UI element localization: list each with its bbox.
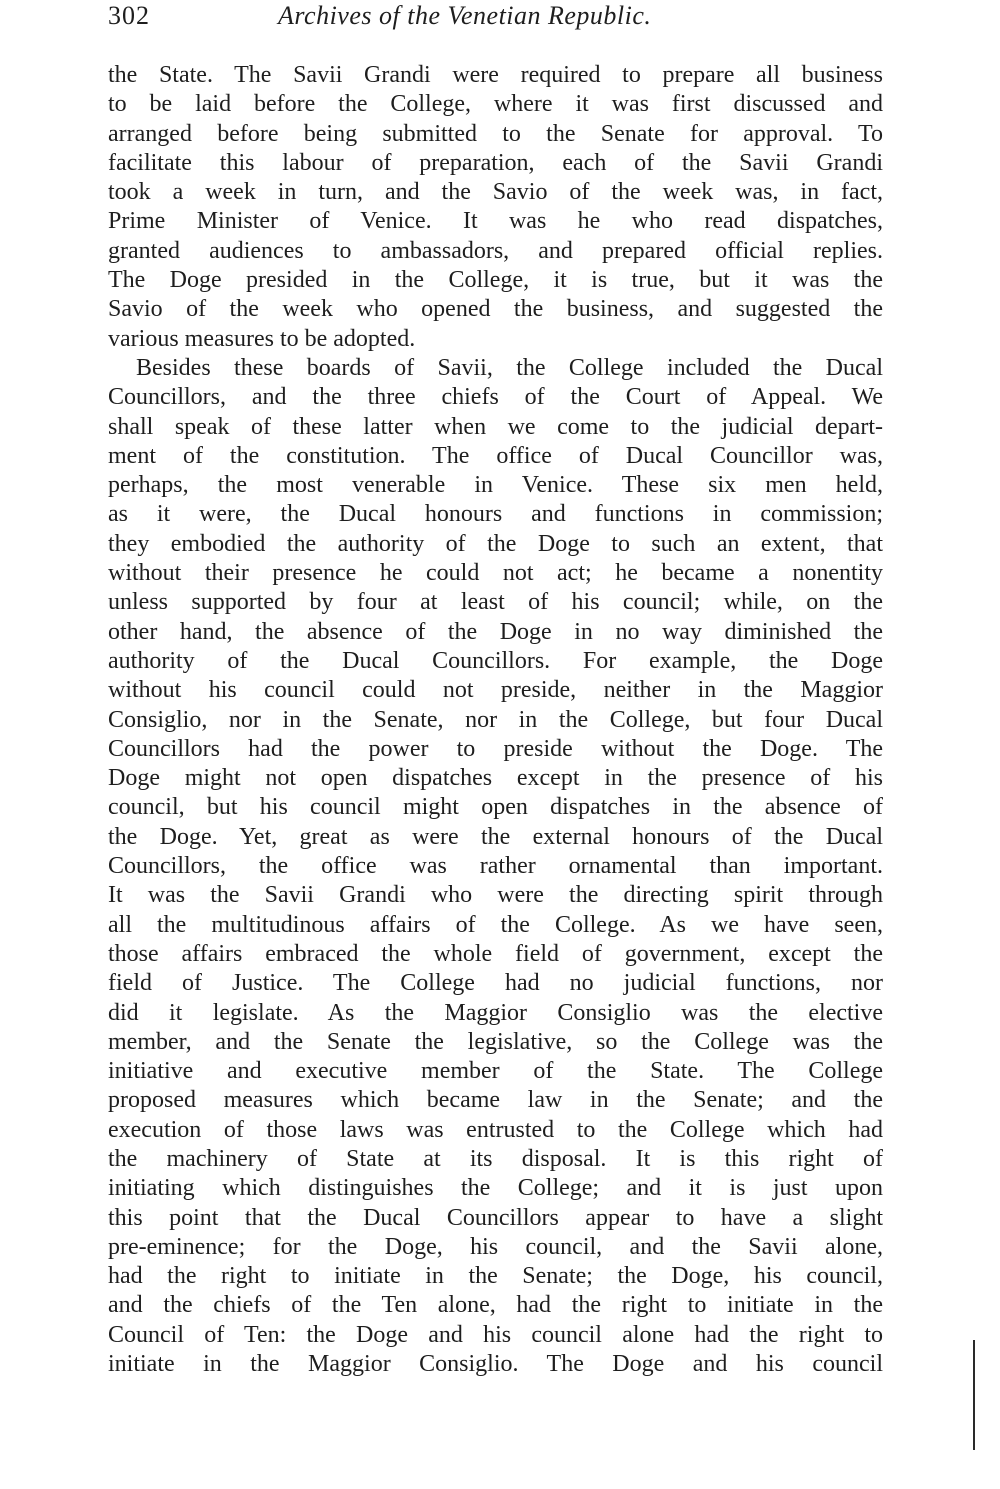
text-line: Councillors had the power to preside without the Doge. The	[108, 735, 883, 762]
page-number: 302	[108, 1, 150, 30]
text-line: this point that the Ducal Councillors appear to have a slight	[108, 1204, 883, 1231]
text-line: to be laid before the College, where it was first discussed and	[108, 91, 883, 118]
body-text	[108, 61, 883, 1379]
paragraph	[108, 61, 883, 354]
text-line: field of Justice. The College had no judicial functions, nor	[108, 970, 883, 997]
text-line: Councillors, and the three chiefs of the Court of Appeal. We	[108, 384, 883, 411]
text-line: perhaps, the most venerable in Venice. These six men held,	[108, 472, 883, 499]
text-line: shall speak of these latter when we come to the judicial depart-	[108, 413, 883, 440]
text-line: execution of those laws was entrusted to the College which had	[108, 1116, 883, 1143]
text-line: Doge might not open dispatches except in the presence of his	[108, 765, 883, 792]
text-line: Savio of the week who opened the business, and suggested the	[108, 296, 883, 323]
margin-rule	[973, 1340, 975, 1450]
text-line: various measures to be adopted.	[108, 325, 416, 352]
text-line: those affairs embraced the whole field of government, except the	[108, 940, 883, 967]
text-line: authority of the Ducal Councillors. For example, the Doge	[108, 647, 883, 674]
text-line: Consiglio, nor in the Senate, nor in the College, but four Ducal	[108, 706, 883, 733]
text-line: had the right to initiate in the Senate; the Doge, his council,	[108, 1263, 883, 1290]
text-line: ment of the constitution. The office of Ducal Councillor was,	[108, 442, 883, 469]
running-title: Archives of the Venetian Republic.	[278, 1, 652, 30]
text-line: without his council could not preside, neither in the Maggior	[108, 677, 883, 704]
text-line: initiative and executive member of the State. The College	[108, 1058, 883, 1085]
text-line: Prime Minister of Venice. It was he who read dispatches,	[108, 208, 883, 235]
text-line: initiating which distinguishes the College; and it is just upon	[108, 1175, 883, 1202]
text-line: pre-eminence; for the Doge, his council, and the Savii alone,	[108, 1233, 883, 1260]
text-line: council, but his council might open dispatches in the absence of	[108, 794, 883, 821]
text-line: all the multitudinous affairs of the College. As we have seen,	[108, 911, 883, 938]
text-line: unless supported by four at least of his council; while, on the	[108, 589, 883, 616]
text-line: they embodied the authority of the Doge to such an extent, that	[108, 530, 883, 557]
text-line: initiate in the Maggior Consiglio. The Doge and his council	[108, 1351, 883, 1378]
text-line: the Doge. Yet, great as were the external honours of the Ducal	[108, 823, 883, 850]
text-line: The Doge presided in the College, it is true, but it was the	[108, 267, 883, 294]
text-line: without their presence he could not act; he became a nonentity	[108, 560, 883, 587]
paragraph	[108, 354, 883, 1379]
text-line: other hand, the absence of the Doge in no way diminished the	[108, 618, 883, 645]
text-line: It was the Savii Grandi who were the directing spirit through	[108, 882, 883, 909]
text-line: arranged before being submitted to the Senate for approval. To	[108, 120, 883, 147]
text-line: the State. The Savii Grandi were required to prepare all business	[108, 62, 883, 88]
text-line: and the chiefs of the Ten alone, had the right to initiate in the	[108, 1292, 883, 1319]
text-line: Councillors, the office was rather ornamental than important.	[108, 853, 883, 880]
running-head	[108, 0, 883, 36]
text-line: took a week in turn, and the Savio of the week was, in fact,	[108, 179, 883, 206]
text-line: as it were, the Ducal honours and functions in commission;	[108, 501, 883, 528]
text-line: proposed measures which became law in the Senate; and the	[108, 1087, 883, 1114]
text-line: Besides these boards of Savii, the College included the Ducal	[136, 354, 883, 381]
text-line: did it legislate. As the Maggior Consiglio was the elective	[108, 999, 883, 1026]
text-line: Council of Ten: the Doge and his council alone had the right to	[108, 1321, 883, 1348]
text-line: facilitate this labour of preparation, each of the Savii Grandi	[108, 149, 883, 176]
text-line: member, and the Senate the legislative, so the College was the	[108, 1028, 883, 1055]
text-line: granted audiences to ambassadors, and prepared official replies.	[108, 237, 883, 264]
text-line: the machinery of State at its disposal. It is this right of	[108, 1145, 883, 1172]
